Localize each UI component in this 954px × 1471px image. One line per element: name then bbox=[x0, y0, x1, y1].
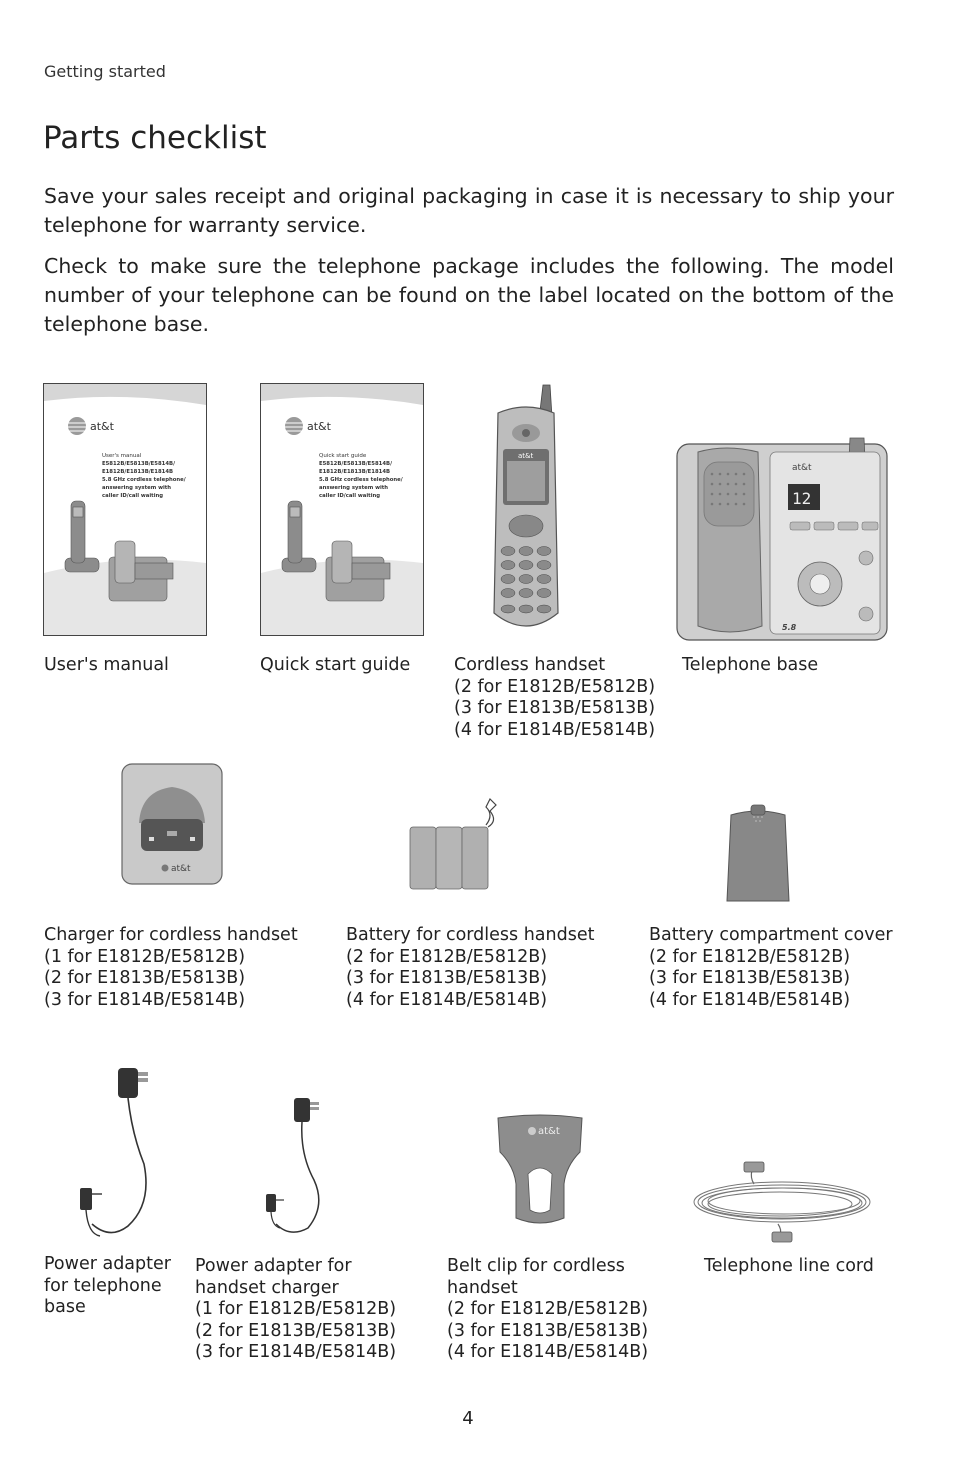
caption-quick-start-guide: Quick start guide bbox=[260, 655, 411, 675]
power-adapter-charger-image bbox=[260, 1094, 330, 1240]
caption-belt-clip: Belt clip for cordless handset (2 for E1812B/E5812B) (3 for E1813B/E5813B) (4 for E1814B/E5814B) bbox=[447, 1256, 649, 1362]
belt-clip-brand: at&t bbox=[538, 1126, 560, 1137]
cordless-handset-image bbox=[488, 383, 564, 635]
intro-paragraph: Save your sales receipt and original packaging in case it is necessary to ship your telephone for warranty service. bbox=[44, 184, 894, 237]
manual-line: answering system with bbox=[102, 485, 172, 491]
manual-line: E1812B/E1813B/E1814B bbox=[102, 469, 174, 475]
caption-users-manual: User's manual bbox=[44, 655, 169, 675]
manual-kind: User's manual bbox=[102, 453, 142, 459]
telephone-base-image bbox=[676, 436, 888, 641]
battery-image bbox=[408, 795, 500, 890]
power-adapter-base-image bbox=[76, 1064, 156, 1244]
manual-brand: at&t bbox=[90, 420, 114, 433]
caption-cordless-handset: Cordless handset (2 for E1812B/E5812B) (3 for E1813B/E5813B) (4 for E1814B/E5814B) bbox=[454, 655, 656, 740]
caption-battery: Battery for cordless handset (2 for E1812B/E5812B) (3 for E1813B/E5813B) (4 for E1814B/E5814B) bbox=[346, 925, 595, 1010]
caption-telephone-base: Telephone base bbox=[682, 655, 819, 675]
caption-power-adapter-charger: Power adapter for handset charger (1 for E1812B/E5812B) (2 for E1813B/E5813B) (3 for E1814B/E5814B) bbox=[195, 1256, 397, 1362]
battery-cover-image bbox=[725, 803, 791, 903]
manual-line: E5812B/E5813B/E5814B/ bbox=[102, 461, 175, 467]
guide-line: 5.8 GHz cordless telephone/ bbox=[319, 477, 403, 483]
caption-charger: Charger for cordless handset (1 for E1812B/E5812B) (2 for E1813B/E5813B) (3 for E1814B/E5814B) bbox=[44, 925, 298, 1010]
guide-line: caller ID/call waiting bbox=[319, 493, 381, 499]
charger-brand: at&t bbox=[171, 864, 191, 874]
base-brand: at&t bbox=[792, 463, 812, 473]
guide-kind: Quick start guide bbox=[319, 453, 367, 459]
section-header: Getting started bbox=[44, 62, 166, 81]
caption-telephone-line-cord: Telephone line cord bbox=[704, 1256, 874, 1276]
manual-line: 5.8 GHz cordless telephone/ bbox=[102, 477, 186, 483]
telephone-line-cord-image bbox=[692, 1158, 874, 1244]
page-number: 4 bbox=[462, 1408, 474, 1429]
base-frequency: 5.8 bbox=[782, 623, 797, 632]
guide-line: answering system with bbox=[319, 485, 389, 491]
belt-clip-image bbox=[494, 1114, 586, 1226]
users-manual-image bbox=[43, 383, 207, 636]
quick-start-guide-image bbox=[260, 383, 424, 636]
base-message-count: 12 bbox=[792, 489, 812, 508]
guide-line: E1812B/E1813B/E1814B bbox=[319, 469, 391, 475]
handset-brand: at&t bbox=[518, 452, 534, 460]
caption-battery-cover: Battery compartment cover (2 for E1812B/E5812B) (3 for E1813B/E5813B) (4 for E1814B/E5814B) bbox=[649, 925, 893, 1010]
guide-brand: at&t bbox=[307, 420, 331, 433]
instructions-paragraph: Check to make sure the telephone package includes the following. The model number of your telephone can be found on the label located on the bottom of the telephone base. bbox=[44, 254, 894, 336]
page-title: Parts checklist bbox=[43, 120, 267, 156]
guide-line: E5812B/E5813B/E5814B/ bbox=[319, 461, 392, 467]
charger-image bbox=[121, 763, 223, 885]
caption-power-adapter-base: Power adapter for telephone base bbox=[44, 1254, 171, 1317]
manual-line: caller ID/call waiting bbox=[102, 493, 164, 499]
